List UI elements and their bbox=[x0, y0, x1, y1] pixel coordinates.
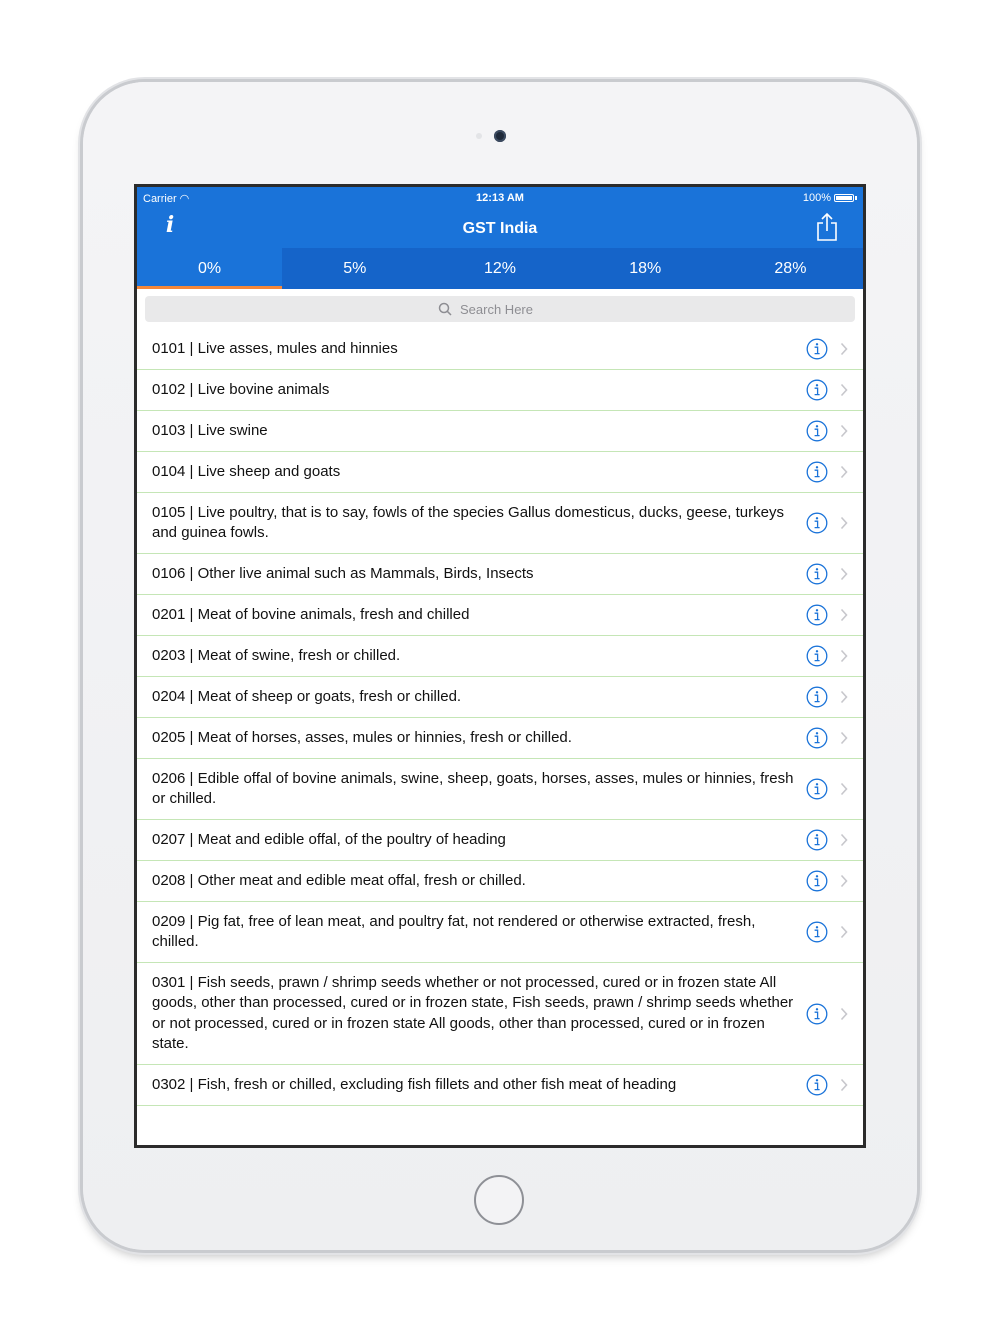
list-item-text: 0106 | Other live animal such as Mammals, Birds, Insects bbox=[152, 564, 534, 582]
info-circle-icon[interactable] bbox=[806, 563, 828, 585]
chevron-right-icon bbox=[840, 567, 848, 581]
screen-bezel bbox=[134, 184, 866, 1148]
home-button[interactable] bbox=[474, 1175, 524, 1225]
navigation-bar bbox=[137, 187, 863, 248]
list-item[interactable] bbox=[137, 902, 863, 963]
search-bar[interactable] bbox=[145, 296, 855, 322]
list-item-text: 0205 | Meat of horses, asses, mules or hinnies, fresh or chilled. bbox=[152, 728, 572, 746]
info-circle-icon[interactable] bbox=[806, 604, 828, 626]
status-bar bbox=[137, 192, 863, 206]
search-input[interactable] bbox=[458, 301, 562, 318]
list-item-text: 0102 | Live bovine animals bbox=[152, 380, 330, 398]
chevron-right-icon bbox=[840, 516, 848, 530]
list-item-text: 0203 | Meat of swine, fresh or chilled. bbox=[152, 646, 401, 664]
list-item-text: 0302 | Fish, fresh or chilled, excluding fish fillets and other fish meat of heading bbox=[152, 1075, 677, 1093]
list-item[interactable] bbox=[137, 1065, 863, 1106]
chevron-right-icon bbox=[840, 782, 848, 796]
chevron-right-icon bbox=[840, 342, 848, 356]
list-item[interactable] bbox=[137, 595, 863, 636]
chevron-right-icon bbox=[840, 731, 848, 745]
info-circle-icon[interactable] bbox=[806, 686, 828, 708]
list-item-text: 0301 | Fish seeds, prawn / shrimp seeds whether or not processed, cured or in frozen state All goods, other than processed, cured or in frozen state, Fish seeds, prawn / shrimp seeds whether or not processed, cured or in frozen state All goods, other than processed, cured or in frozen state. bbox=[152, 973, 794, 1052]
info-circle-icon[interactable] bbox=[806, 921, 828, 943]
info-circle-icon[interactable] bbox=[806, 727, 828, 749]
list-item-text: 0104 | Live sheep and goats bbox=[152, 462, 341, 480]
info-circle-icon[interactable] bbox=[806, 778, 828, 800]
chevron-right-icon bbox=[840, 874, 848, 888]
wifi-icon: ◠ bbox=[179, 193, 190, 205]
list-item[interactable] bbox=[137, 636, 863, 677]
chevron-right-icon bbox=[840, 424, 848, 438]
list-item[interactable] bbox=[137, 820, 863, 861]
info-circle-icon[interactable] bbox=[806, 338, 828, 360]
tab-28-percent[interactable]: 28% bbox=[774, 260, 807, 277]
battery-indicator bbox=[803, 192, 857, 204]
rate-tabs bbox=[137, 248, 863, 289]
front-sensor bbox=[476, 133, 482, 139]
chevron-right-icon bbox=[840, 649, 848, 663]
list-item[interactable] bbox=[137, 861, 863, 902]
info-circle-icon[interactable] bbox=[806, 645, 828, 667]
chevron-right-icon bbox=[840, 465, 848, 479]
list-item-text: 0103 | Live swine bbox=[152, 421, 268, 439]
chevron-right-icon bbox=[840, 1078, 848, 1092]
hsn-list bbox=[137, 329, 863, 1106]
chevron-right-icon bbox=[840, 833, 848, 847]
list-item-text: 0101 | Live asses, mules and hinnies bbox=[152, 339, 398, 357]
chevron-right-icon bbox=[840, 925, 848, 939]
info-circle-icon[interactable] bbox=[806, 512, 828, 534]
info-circle-icon[interactable] bbox=[806, 870, 828, 892]
front-camera bbox=[494, 130, 506, 142]
list-item-text: 0105 | Live poultry, that is to say, fowls of the species Gallus domesticus, ducks, geese, turkeys and guinea fowls. bbox=[152, 503, 784, 541]
search-icon bbox=[438, 302, 452, 316]
tab-0-percent[interactable]: 0% bbox=[137, 248, 282, 289]
app-display bbox=[137, 187, 863, 1145]
status-time: 12:13 AM bbox=[476, 192, 524, 204]
info-circle-icon[interactable] bbox=[806, 461, 828, 483]
list-item-text: 0206 | Edible offal of bovine animals, swine, sheep, goats, horses, asses, mules or hinnies, fresh or chilled. bbox=[152, 769, 794, 807]
battery-icon bbox=[834, 194, 854, 202]
info-icon[interactable]: i bbox=[165, 212, 175, 238]
chevron-right-icon bbox=[840, 383, 848, 397]
battery-percent: 100% bbox=[802, 192, 831, 204]
info-circle-icon[interactable] bbox=[806, 379, 828, 401]
list-item[interactable] bbox=[137, 452, 863, 493]
info-circle-icon[interactable] bbox=[806, 420, 828, 442]
page-title: GST India bbox=[462, 220, 538, 237]
tab-12-percent[interactable]: 12% bbox=[483, 260, 517, 277]
tab-5-percent[interactable]: 5% bbox=[343, 260, 367, 277]
chevron-right-icon bbox=[840, 608, 848, 622]
list-item[interactable] bbox=[137, 493, 863, 554]
list-item[interactable] bbox=[137, 370, 863, 411]
list-item-text: 0207 | Meat and edible offal, of the poultry of heading bbox=[152, 830, 506, 848]
list-item-text: 0208 | Other meat and edible meat offal, fresh or chilled. bbox=[152, 871, 526, 889]
list-item[interactable] bbox=[137, 329, 863, 370]
list-item[interactable] bbox=[137, 677, 863, 718]
chevron-right-icon bbox=[840, 690, 848, 704]
info-circle-icon[interactable] bbox=[806, 829, 828, 851]
list-item[interactable] bbox=[137, 411, 863, 452]
carrier-text: Carrier bbox=[143, 193, 177, 205]
info-circle-icon[interactable] bbox=[806, 1003, 828, 1025]
list-item[interactable] bbox=[137, 759, 863, 820]
list-item-text: 0204 | Meat of sheep or goats, fresh or chilled. bbox=[152, 687, 462, 705]
list-item-text: 0201 | Meat of bovine animals, fresh and chilled bbox=[152, 605, 470, 623]
info-circle-icon[interactable] bbox=[806, 1074, 828, 1096]
share-icon[interactable] bbox=[815, 212, 839, 242]
list-item[interactable] bbox=[137, 963, 863, 1065]
list-item-text: 0209 | Pig fat, free of lean meat, and poultry fat, not rendered or otherwise extracted, fresh, chilled. bbox=[152, 912, 756, 950]
list-item[interactable] bbox=[137, 718, 863, 759]
list-item[interactable] bbox=[137, 554, 863, 595]
chevron-right-icon bbox=[840, 1007, 848, 1021]
tab-18-percent[interactable]: 18% bbox=[629, 260, 662, 277]
